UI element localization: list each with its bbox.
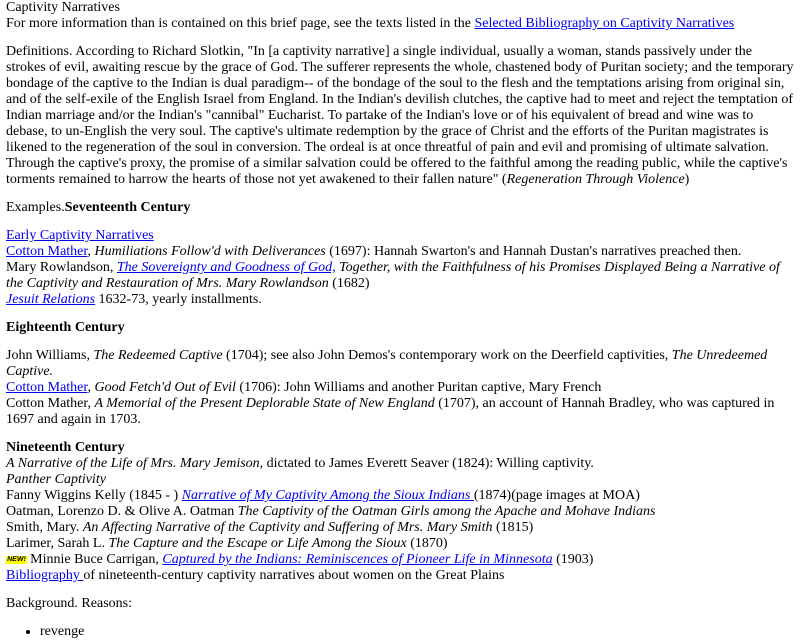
cotton-mather-link[interactable]: Cotton Mather (6, 244, 88, 259)
work-title: The Capture and the Escape or Life Among the Sioux (108, 536, 407, 551)
early-captivity-link[interactable]: Early Captivity Narratives (6, 228, 154, 243)
work-title: Narrative of My Captivity Among the Sioux Indians (181, 488, 474, 503)
entry-text: , dictated to James Everett Seaver (1824): Willing captivity. (259, 456, 594, 471)
jesuit-relations-link[interactable] (6, 292, 95, 307)
work-title: The Captivity of the Oatman Girls among the Apache and Mohave Indians (237, 504, 656, 519)
seventeenth-list (6, 228, 794, 308)
entry-text: 1632-73, yearly installments. (95, 292, 262, 307)
reasons-list (6, 624, 794, 640)
section-heading: Nineteenth Century (6, 440, 125, 455)
entry-text: (1903) (552, 552, 594, 567)
definitions-text: Definitions. According to Richard Slotkin, "In [a captivity narrative] a single individual, usually a woman, stands passively under the strokes of evil, awaiting rescue by the grace of God. The sufferer represents the whole, chastened body of Puritan society; and the temporary bondage of the captive to the Indian is dual paradigm-- of the bondage of the soul to the flesh and the temptations arising from original sin, and of the self-exile of the English Israel from England. In the Indian's devilish clutches, the captive had to meet and reject the temptation of Indian marriage and/or the Indian's "cannibal" Eucharist. To partake of the Indian's love or of his equivalent of bread and wine was to debase, to un-English the very soul. The captive's ultimate redemption by the grace of Christ and the efforts of the Puritan magistrates is likened to the regeneration of the soul in conversion. The ordeal is at once threatful of pain and evil and promising of ultimate salvation. Through the captive's proxy, the promise of a similar salvation could be offered to the faithful among the reading public, while the captive's torments remained to harrow the hearts of those not yet awakened to their fallen nature" ( (6, 44, 794, 187)
entry-author: Mary Rowlandson, (6, 260, 117, 275)
kelly-narrative-link[interactable] (182, 488, 474, 503)
definitions-close: ) (684, 172, 690, 187)
selected-bibliography-link[interactable]: Selected Bibliography on Captivity Narratives (474, 16, 735, 31)
page-title: Captivity Narratives (6, 0, 120, 15)
entry-text: (1815) (492, 520, 534, 535)
entry-author: Larimer, Sarah L. (6, 536, 109, 551)
entry-text: (1874)(page images at MOA) (473, 488, 640, 503)
entry-text: (1704); see also John Demos's contemporary work on the Deerfield captivities, (222, 348, 672, 363)
work-title: The Redeemed Captive (93, 348, 223, 363)
examples-label: Examples. (6, 200, 65, 215)
work-title: A Memorial of the Present Deplorable State of New England (94, 396, 435, 411)
entry-author: Oatman, Lorenzo D. & Olive A. Oatman (6, 504, 238, 519)
work-title: Panther Captivity (6, 472, 106, 487)
work-title: Humiliations Follow'd with Deliverances (94, 244, 326, 259)
work-title: The Sovereignty and Goodness of God, (116, 260, 336, 275)
background-heading: Background. Reasons: (6, 596, 132, 611)
work-title: Good Fetch'd Out of Evil (94, 380, 236, 395)
new-badge-icon: NEW! (6, 556, 27, 563)
bibliography-link[interactable]: Bibliography (6, 568, 84, 583)
sovereignty-link[interactable] (117, 260, 336, 275)
entry-text: (1682) (328, 276, 370, 291)
intro (6, 16, 794, 32)
entry-text: (1707), an account of Hannah Bradley, who was captured in 1697 and again in 1703. (6, 396, 775, 427)
list-item: • revenge (40, 624, 794, 640)
entry-text: (1697): Hannah Swarton's and Hannah Dustan's narratives preached then. (325, 244, 742, 259)
entry-author: Fanny Wiggins Kelly (1845 - ) (6, 488, 182, 503)
entry-text: of nineteenth-century captivity narratives about women on the Great Plains (83, 568, 505, 583)
entry-text: (1870) (406, 536, 448, 551)
sep: , (87, 380, 95, 395)
work-title: A Narrative of the Life of Mrs. Mary Jemison (6, 456, 260, 471)
eighteenth-list (6, 348, 794, 428)
section-heading: Eighteenth Century (6, 320, 125, 335)
entry-author: Cotton Mather, (6, 396, 95, 411)
intro-text: For more information than is contained on this brief page, see the texts listed in the (6, 16, 475, 31)
definitions-source: Regeneration Through Violence (506, 172, 685, 187)
section-heading: Seventeenth Century (64, 200, 191, 215)
definitions-paragraph (6, 44, 794, 188)
entry-author: John Williams, (6, 348, 94, 363)
entry-author: Smith, Mary. (6, 520, 83, 535)
work-title: Captured by the Indians: Reminiscences of Pioneer Life in Minnesota (162, 552, 553, 567)
carrigan-link[interactable] (162, 552, 552, 567)
eighteenth-heading (6, 320, 794, 336)
nineteenth-list (6, 440, 794, 584)
work-title: Jesuit Relations (6, 292, 96, 307)
cotton-mather-link-2[interactable]: Cotton Mather (6, 380, 88, 395)
work-title: Together, with the Faithfulness of his Promises Displayed Being a Narrative of the Captivity and Restauration of Mrs. Mary Rowlandson (6, 260, 780, 291)
seventeenth-heading (6, 200, 794, 216)
sep: , (87, 244, 95, 259)
work-title: An Affecting Narrative of the Captivity and Suffering of Mrs. Mary Smith (82, 520, 493, 535)
entry-author: Minnie Buce Carrigan, (26, 552, 163, 567)
entry-text: (1706): John Williams and another Puritan captive, Mary French (235, 380, 602, 395)
work-title: The Unredeemed Captive. (6, 348, 768, 379)
